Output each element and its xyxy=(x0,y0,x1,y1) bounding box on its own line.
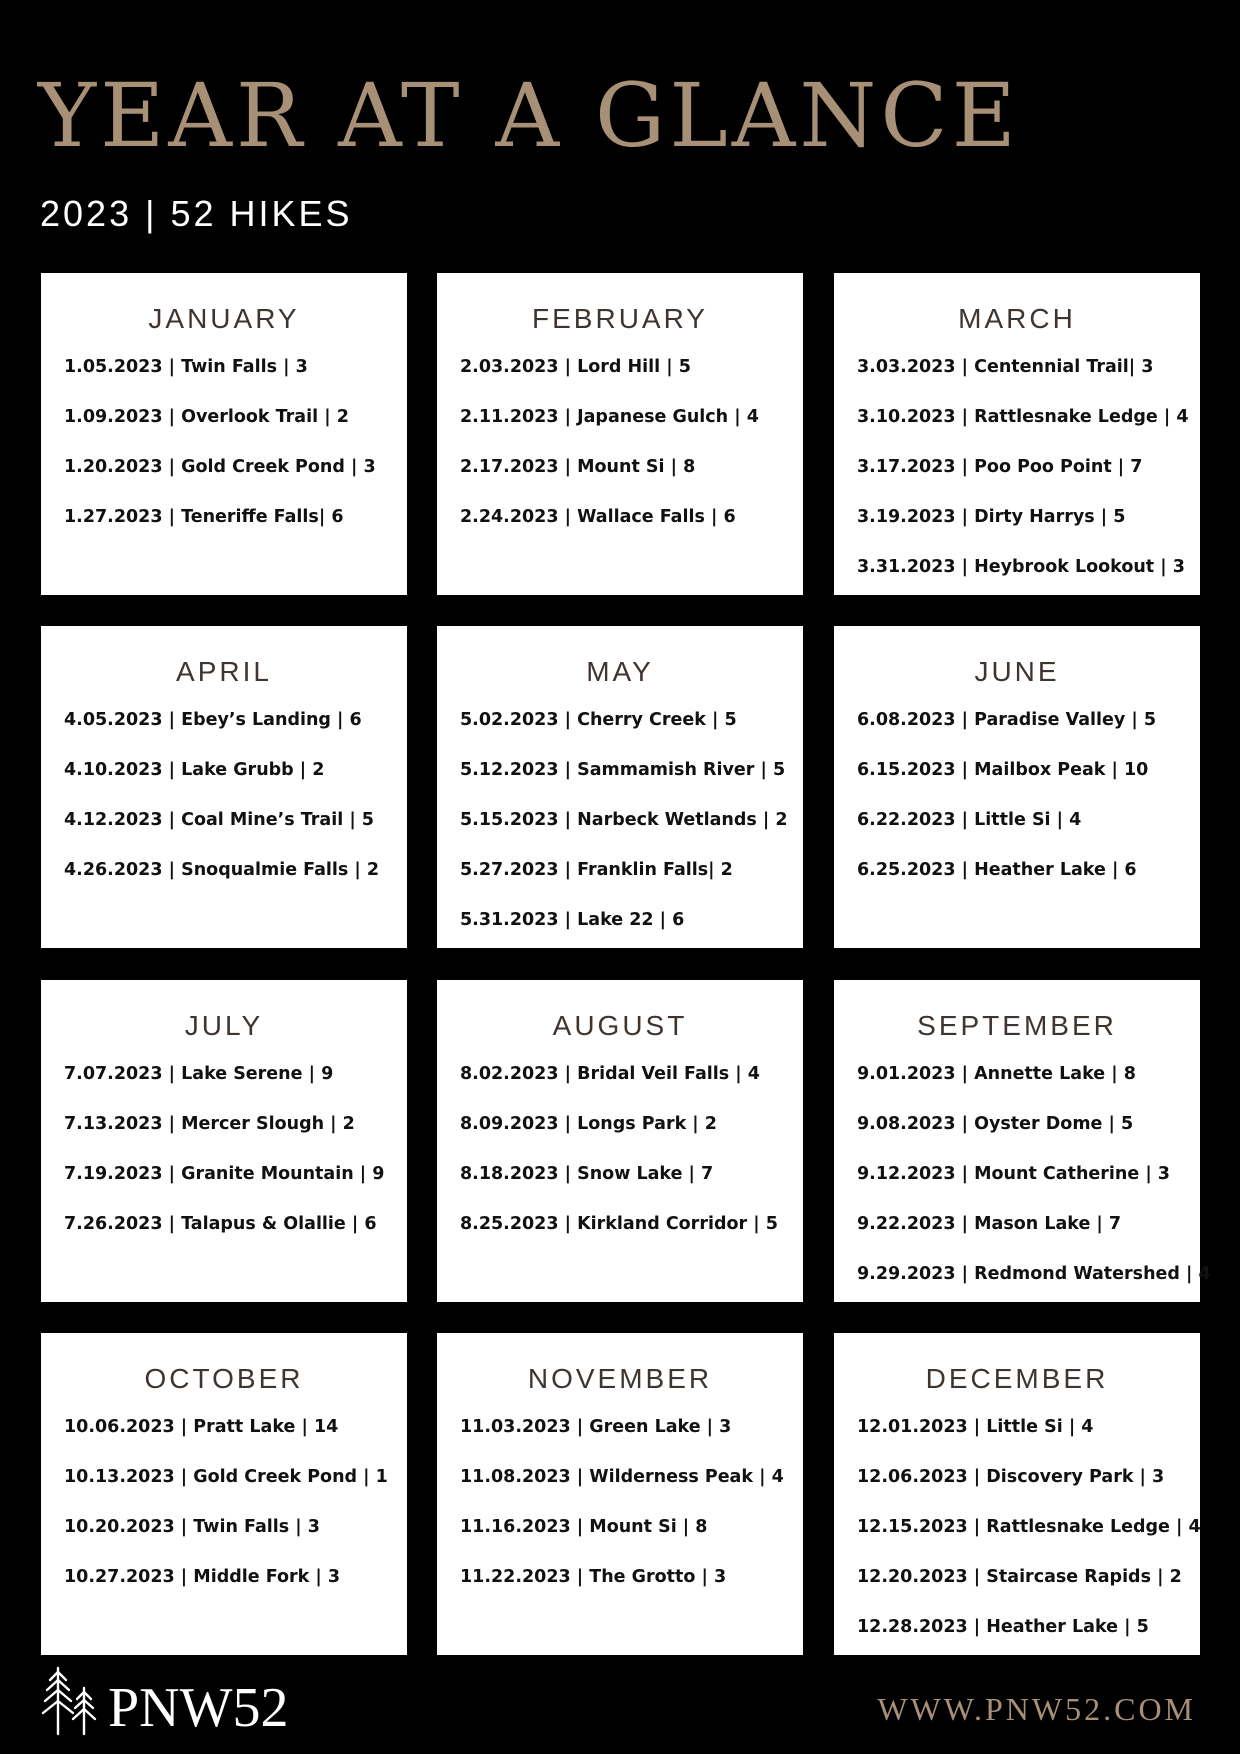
hike-entry: 10.06.2023 | Pratt Lake | 14 xyxy=(64,1417,339,1437)
hike-entry: 12.01.2023 | Little Si | 4 xyxy=(857,1417,1094,1437)
hike-entry: 11.03.2023 | Green Lake | 3 xyxy=(460,1417,732,1437)
hike-entry: 8.25.2023 | Kirkland Corridor | 5 xyxy=(460,1214,778,1234)
month-heading: MARCH xyxy=(958,303,1076,334)
hike-entry: 12.20.2023 | Staircase Rapids | 2 xyxy=(857,1567,1182,1587)
month-heading: FEBRUARY xyxy=(532,303,708,334)
hike-entry: 11.08.2023 | Wilderness Peak | 4 xyxy=(460,1467,784,1487)
month-heading: JANUARY xyxy=(148,303,300,334)
hike-entry: 3.17.2023 | Poo Poo Point | 7 xyxy=(857,457,1143,477)
hike-entry: 3.19.2023 | Dirty Harrys | 5 xyxy=(857,507,1126,527)
page-subtitle: 2023 | 52 HIKES xyxy=(40,193,353,234)
hike-entry: 11.22.2023 | The Grotto | 3 xyxy=(460,1567,727,1587)
hike-entry: 2.03.2023 | Lord Hill | 5 xyxy=(460,357,691,377)
hike-entry: 10.27.2023 | Middle Fork | 3 xyxy=(64,1567,341,1587)
month-heading: JUNE xyxy=(974,656,1060,687)
month-card-march xyxy=(834,273,1200,595)
hike-entry: 3.10.2023 | Rattlesnake Ledge | 4 xyxy=(857,407,1189,427)
month-card-june xyxy=(834,626,1200,948)
hike-entry: 1.20.2023 | Gold Creek Pond | 3 xyxy=(64,457,376,477)
month-heading: AUGUST xyxy=(552,1010,688,1041)
hike-entry: 2.24.2023 | Wallace Falls | 6 xyxy=(460,507,736,527)
hike-entry: 10.13.2023 | Gold Creek Pond | 1 xyxy=(64,1467,388,1487)
hike-entry: 7.26.2023 | Talapus & Olallie | 6 xyxy=(64,1214,377,1234)
page-title: YEAR AT A GLANCE xyxy=(38,64,1020,167)
month-card-april xyxy=(41,626,407,948)
hike-entry: 5.02.2023 | Cherry Creek | 5 xyxy=(460,710,737,730)
month-card-november xyxy=(437,1333,803,1655)
hike-entry: 6.22.2023 | Little Si | 4 xyxy=(857,810,1082,830)
hike-entry: 12.06.2023 | Discovery Park | 3 xyxy=(857,1467,1165,1487)
hike-entry: 10.20.2023 | Twin Falls | 3 xyxy=(64,1517,320,1537)
hike-entry: 5.31.2023 | Lake 22 | 6 xyxy=(460,910,685,930)
month-heading: DECEMBER xyxy=(925,1363,1109,1394)
hike-entry: 9.12.2023 | Mount Catherine | 3 xyxy=(857,1164,1170,1184)
hike-entry: 4.05.2023 | Ebey’s Landing | 6 xyxy=(64,710,362,730)
website-url: WWW.PNW52.COM xyxy=(877,1691,1196,1727)
hike-entry: 2.11.2023 | Japanese Gulch | 4 xyxy=(460,407,759,427)
month-heading: SEPTEMBER xyxy=(917,1010,1117,1041)
month-card-february xyxy=(437,273,803,595)
month-heading: JULY xyxy=(184,1010,264,1041)
hike-entry: 4.12.2023 | Coal Mine’s Trail | 5 xyxy=(64,810,374,830)
brand-logo xyxy=(40,1664,289,1739)
hike-entry: 11.16.2023 | Mount Si | 8 xyxy=(460,1517,708,1537)
hike-entry: 7.19.2023 | Granite Mountain | 9 xyxy=(64,1164,385,1184)
month-heading: OCTOBER xyxy=(144,1363,304,1394)
hike-entry: 6.08.2023 | Paradise Valley | 5 xyxy=(857,710,1157,730)
hike-entry: 9.08.2023 | Oyster Dome | 5 xyxy=(857,1114,1134,1134)
month-card-october xyxy=(41,1333,407,1655)
hike-entry: 3.31.2023 | Heybrook Lookout | 3 xyxy=(857,557,1185,577)
month-card-august xyxy=(437,980,803,1302)
hike-entry: 7.13.2023 | Mercer Slough | 2 xyxy=(64,1114,355,1134)
hike-entry: 9.29.2023 | Redmond Watershed | 4 xyxy=(857,1264,1211,1284)
hike-entry: 2.17.2023 | Mount Si | 8 xyxy=(460,457,696,477)
hike-entry: 5.27.2023 | Franklin Falls| 2 xyxy=(460,860,733,880)
hike-entry: 9.01.2023 | Annette Lake | 8 xyxy=(857,1064,1136,1084)
month-heading: MAY xyxy=(586,656,654,687)
month-card-december xyxy=(834,1333,1200,1655)
month-heading: APRIL xyxy=(176,656,272,687)
hike-entry: 12.28.2023 | Heather Lake | 5 xyxy=(857,1617,1149,1637)
hike-entry: 6.25.2023 | Heather Lake | 6 xyxy=(857,860,1137,880)
hike-entry: 9.22.2023 | Mason Lake | 7 xyxy=(857,1214,1122,1234)
hike-entry: 1.27.2023 | Teneriffe Falls| 6 xyxy=(64,507,344,527)
tree-icon xyxy=(40,1664,104,1736)
hike-entry: 4.26.2023 | Snoqualmie Falls | 2 xyxy=(64,860,380,880)
hike-entry: 6.15.2023 | Mailbox Peak | 10 xyxy=(857,760,1149,780)
logo-wordmark: PNW52 xyxy=(108,1677,289,1739)
month-card-january xyxy=(41,273,407,595)
hike-entry: 8.09.2023 | Longs Park | 2 xyxy=(460,1114,717,1134)
month-card-may xyxy=(437,626,803,948)
hike-entry: 1.05.2023 | Twin Falls | 3 xyxy=(64,357,308,377)
month-heading: NOVEMBER xyxy=(527,1363,713,1394)
hike-entry: 5.12.2023 | Sammamish River | 5 xyxy=(460,760,786,780)
hike-entry: 3.03.2023 | Centennial Trail| 3 xyxy=(857,357,1154,377)
month-card-september xyxy=(834,980,1211,1302)
hike-entry: 7.07.2023 | Lake Serene | 9 xyxy=(64,1064,334,1084)
month-card-july xyxy=(41,980,407,1302)
hike-entry: 8.18.2023 | Snow Lake | 7 xyxy=(460,1164,714,1184)
hike-entry: 4.10.2023 | Lake Grubb | 2 xyxy=(64,760,325,780)
hike-entry: 12.15.2023 | Rattlesnake Ledge | 4 xyxy=(857,1517,1201,1537)
hike-entry: 1.09.2023 | Overlook Trail | 2 xyxy=(64,407,349,427)
hike-entry: 5.15.2023 | Narbeck Wetlands | 2 xyxy=(460,810,788,830)
hike-entry: 8.02.2023 | Bridal Veil Falls | 4 xyxy=(460,1064,760,1084)
